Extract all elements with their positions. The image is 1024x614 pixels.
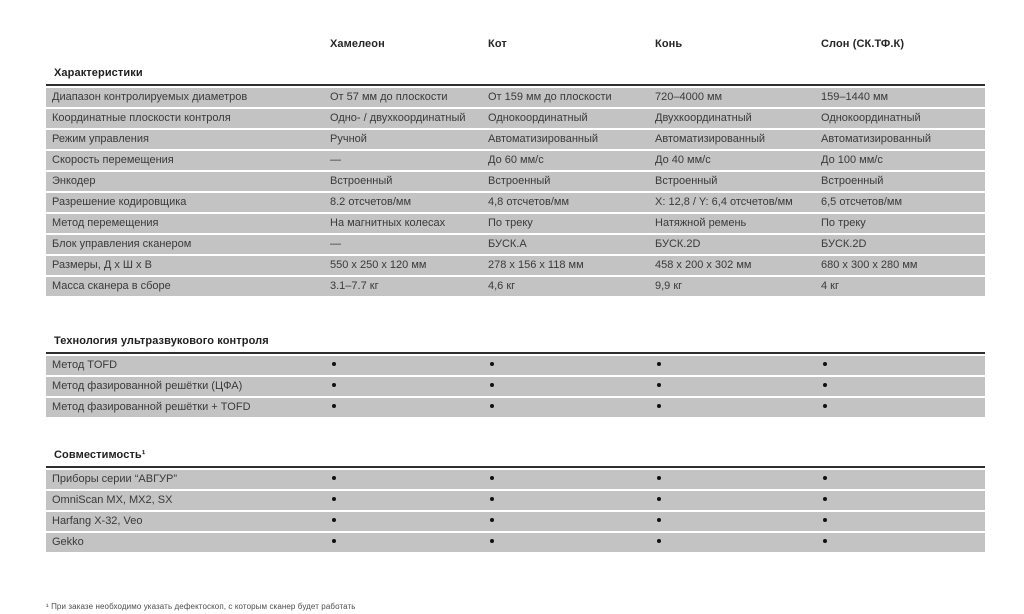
- feature-cell: [330, 470, 488, 489]
- bullet-dot-icon: [823, 404, 827, 408]
- feature-cell: [655, 377, 821, 396]
- value-cell: Однокоординатный: [821, 112, 921, 124]
- bullet-dot-icon: [332, 383, 336, 387]
- table-row: [46, 235, 985, 254]
- bullet-dot-icon: [332, 362, 336, 366]
- section-2: [46, 334, 985, 417]
- feature-cell: [821, 398, 985, 417]
- feature-cell: [821, 356, 985, 375]
- value-cell: На магнитных колесах: [330, 217, 446, 229]
- value-cell: X: 12,8 / Y: 6,4 отсчетов/мм: [655, 196, 793, 208]
- bullet-dot-icon: [332, 518, 336, 522]
- feature-cell: [821, 512, 985, 531]
- feature-cell: [821, 377, 985, 396]
- table-row: [46, 512, 985, 531]
- row-label: Координатные плоскости контроля: [52, 112, 231, 124]
- value-cell: Двухкоординатный: [655, 112, 752, 124]
- bullet-dot-icon: [490, 476, 494, 480]
- feature-cell: [821, 491, 985, 510]
- section-title: Характеристики: [54, 67, 143, 79]
- value-cell: 458 x 200 x 302 мм: [655, 259, 752, 271]
- value-cell: Ручной: [330, 133, 367, 145]
- table-row: [46, 491, 985, 510]
- table-row: [46, 172, 985, 191]
- section-title: Технология ультразвукового контроля: [54, 335, 269, 347]
- feature-cell: [655, 491, 821, 510]
- table-row: [46, 277, 985, 296]
- feature-cell: [330, 512, 488, 531]
- feature-cell: [655, 512, 821, 531]
- value-cell: Автоматизированный: [655, 133, 766, 145]
- row-label: Метод фазированной решётки (ЦФА): [52, 380, 243, 392]
- value-cell: БУСК.2D: [821, 238, 867, 250]
- table-row: [46, 398, 985, 417]
- feature-cell: [488, 398, 655, 417]
- table-row: [46, 533, 985, 552]
- value-cell: До 100 мм/с: [821, 154, 883, 166]
- product-column-header-2: Кот: [488, 38, 507, 50]
- header-empty-cell: [46, 37, 330, 52]
- bullet-dot-icon: [657, 404, 661, 408]
- section-1: [46, 66, 985, 296]
- value-cell: Одно- / двухкоординатный: [330, 112, 466, 124]
- section-3: [46, 448, 985, 552]
- row-label: Gekko: [52, 536, 84, 548]
- table-row: [46, 88, 985, 107]
- row-label: Скорость перемещения: [52, 154, 174, 166]
- value-cell: —: [330, 238, 341, 250]
- feature-cell: [330, 377, 488, 396]
- comparison-table: [46, 0, 985, 611]
- row-label: Метод фазированной решётки + TOFD: [52, 401, 251, 413]
- row-label: Блок управления сканером: [52, 238, 192, 250]
- row-label: Метод TOFD: [52, 359, 118, 371]
- feature-cell: [330, 491, 488, 510]
- bullet-dot-icon: [490, 383, 494, 387]
- feature-cell: [330, 533, 488, 552]
- table-row: [46, 214, 985, 233]
- bullet-dot-icon: [490, 404, 494, 408]
- feature-cell: [655, 356, 821, 375]
- feature-cell: [655, 398, 821, 417]
- bullet-dot-icon: [490, 539, 494, 543]
- value-cell: Автоматизированный: [488, 133, 599, 145]
- row-label: Harfang X-32, Veo: [52, 515, 143, 527]
- product-column-header-1: Хамелеон: [330, 38, 385, 50]
- bullet-dot-icon: [657, 539, 661, 543]
- value-cell: Автоматизированный: [821, 133, 932, 145]
- bullet-dot-icon: [823, 362, 827, 366]
- value-cell: 4,6 кг: [488, 280, 516, 292]
- product-column-header-3: Конь: [655, 38, 683, 50]
- value-cell: 278 x 156 x 118 мм: [488, 259, 584, 271]
- bullet-dot-icon: [490, 518, 494, 522]
- table-row: [46, 470, 985, 489]
- product-header-row: [46, 37, 985, 52]
- value-cell: Встроенный: [488, 175, 551, 187]
- feature-cell: [655, 470, 821, 489]
- row-label: Разрешение кодировщика: [52, 196, 187, 208]
- value-cell: 159–1440 мм: [821, 91, 889, 103]
- value-cell: До 40 мм/с: [655, 154, 711, 166]
- feature-cell: [330, 356, 488, 375]
- value-cell: 680 x 300 x 280 мм: [821, 259, 918, 271]
- value-cell: 4 кг: [821, 280, 839, 292]
- bullet-dot-icon: [657, 383, 661, 387]
- value-cell: От 159 мм до плоскости: [488, 91, 612, 103]
- bullet-dot-icon: [332, 539, 336, 543]
- feature-cell: [488, 470, 655, 489]
- value-cell: По треку: [821, 217, 866, 229]
- feature-cell: [488, 356, 655, 375]
- table-sections: [46, 66, 985, 552]
- value-cell: БУСК.А: [488, 238, 527, 250]
- row-label: Масса сканера в сборе: [52, 280, 171, 292]
- bullet-dot-icon: [657, 497, 661, 501]
- footnote: ¹ При заказе необходимо указать дефектоскоп, с которым сканер будет работать: [46, 602, 356, 611]
- product-column-header-4: Слон (СК.ТФ.К): [821, 38, 905, 50]
- value-cell: По треку: [488, 217, 533, 229]
- value-cell: 9,9 кг: [655, 280, 683, 292]
- bullet-dot-icon: [657, 518, 661, 522]
- bullet-dot-icon: [490, 497, 494, 501]
- section-rule: [46, 84, 985, 86]
- bullet-dot-icon: [332, 476, 336, 480]
- value-cell: Однокоординатный: [488, 112, 588, 124]
- table-row: [46, 256, 985, 275]
- table-row: [46, 377, 985, 396]
- table-row: [46, 109, 985, 128]
- feature-cell: [488, 512, 655, 531]
- value-cell: —: [330, 154, 341, 166]
- table-row: [46, 193, 985, 212]
- value-cell: Натяжной ремень: [655, 217, 747, 229]
- bullet-dot-icon: [332, 497, 336, 501]
- value-cell: От 57 мм до плоскости: [330, 91, 448, 103]
- bullet-dot-icon: [332, 404, 336, 408]
- table-row: [46, 151, 985, 170]
- table-row: [46, 356, 985, 375]
- bullet-dot-icon: [657, 476, 661, 480]
- row-label: Приборы серии “АВГУР”: [52, 473, 178, 485]
- value-cell: БУСК.2D: [655, 238, 701, 250]
- bullet-dot-icon: [823, 497, 827, 501]
- row-label: Метод перемещения: [52, 217, 159, 229]
- table-row: [46, 130, 985, 149]
- row-label: Режим управления: [52, 133, 149, 145]
- value-cell: 8.2 отсчетов/мм: [330, 196, 412, 208]
- feature-cell: [821, 533, 985, 552]
- value-cell: 720–4000 мм: [655, 91, 723, 103]
- bullet-dot-icon: [490, 362, 494, 366]
- value-cell: Встроенный: [655, 175, 718, 187]
- row-label: Энкодер: [52, 175, 96, 187]
- value-cell: 6,5 отсчетов/мм: [821, 196, 903, 208]
- feature-cell: [655, 533, 821, 552]
- feature-cell: [488, 377, 655, 396]
- section-rule: [46, 352, 985, 354]
- bullet-dot-icon: [823, 518, 827, 522]
- bullet-dot-icon: [823, 539, 827, 543]
- section-rule: [46, 466, 985, 468]
- value-cell: 3.1–7.7 кг: [330, 280, 379, 292]
- bullet-dot-icon: [823, 476, 827, 480]
- bullet-dot-icon: [657, 362, 661, 366]
- section-title: Совместимость¹: [54, 449, 146, 461]
- value-cell: 550 x 250 x 120 мм: [330, 259, 427, 271]
- feature-cell: [488, 491, 655, 510]
- value-cell: До 60 мм/с: [488, 154, 544, 166]
- feature-cell: [488, 533, 655, 552]
- value-cell: 4,8 отсчетов/мм: [488, 196, 570, 208]
- row-label: Диапазон контролируемых диаметров: [52, 91, 248, 103]
- row-label: Размеры, Д х Ш х В: [52, 259, 152, 271]
- value-cell: Встроенный: [821, 175, 884, 187]
- value-cell: Встроенный: [330, 175, 393, 187]
- feature-cell: [330, 398, 488, 417]
- feature-cell: [821, 470, 985, 489]
- bullet-dot-icon: [823, 383, 827, 387]
- row-label: OmniScan MX, MX2, SX: [52, 494, 173, 506]
